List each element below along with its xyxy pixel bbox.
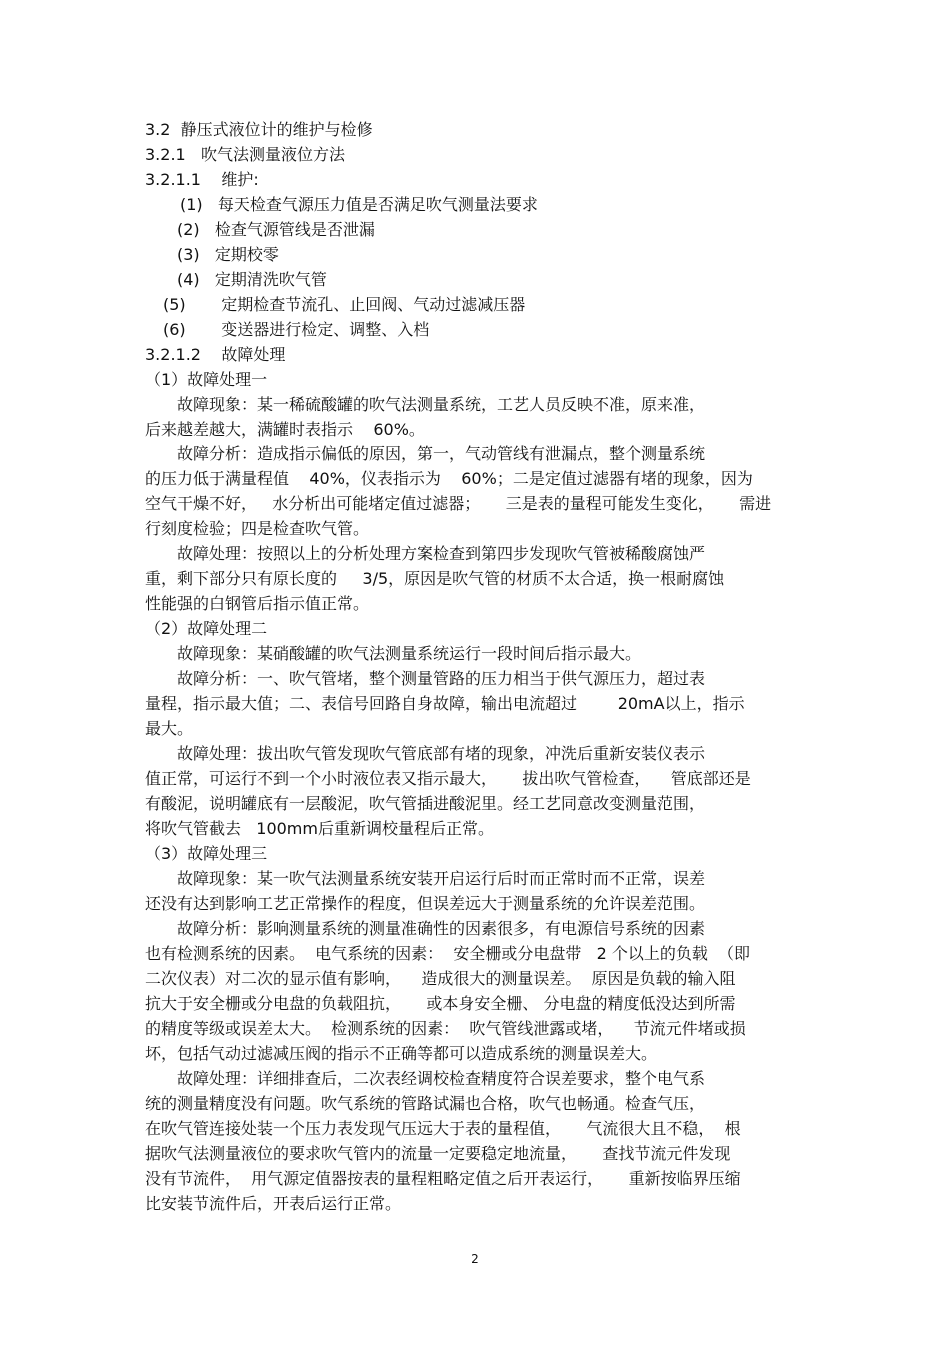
section-heading-3-2-1-2: 3.2.1.2 故障处理	[145, 345, 286, 364]
case1-line: 后来越差越大，满罐时表指示 60%。	[145, 420, 425, 439]
case3-title: （3）故障处理三	[145, 844, 268, 863]
maintenance-item-3: (3) 定期校零	[177, 245, 279, 264]
case3-line: 坏，包括气动过滤减压阀的指示不正确等都可以造成系统的测量误差大。	[145, 1044, 658, 1063]
case3-line: 在吹气管连接处装一个压力表发现气压远大于表的量程值， 气流很大且不稳， 根	[145, 1119, 741, 1138]
case3-line: 的精度等级或误差太大。 检测系统的因素： 吹气管线泄露或堵， 节流元件堵或损	[145, 1019, 746, 1038]
case1-line: 性能强的白钢管后指示值正常。	[145, 594, 370, 613]
case2-line: 量程，指示最大值；二、表信号回路自身故障，输出电流超过 20mA以上，指示	[145, 694, 745, 713]
case3-line: 抗大于安全栅或分电盘的负载阻抗， 或本身安全栅、 分电盘的精度低没达到所需	[145, 994, 736, 1013]
case2-line: 故障处理：拔出吹气管发现吹气管底部有堵的现象，冲洗后重新安装仪表示	[177, 744, 706, 763]
case2-line: 最大。	[145, 719, 194, 738]
case2-line: 有酸泥，说明罐底有一层酸泥，吹气管插进酸泥里。经工艺同意改变测量范围，	[145, 794, 706, 813]
case1-line: 故障分析：造成指示偏低的原因，第一，气动管线有泄漏点，整个测量系统	[177, 444, 706, 463]
case1-line: 故障处理：按照以上的分析处理方案检查到第四步发现吹气管被稀酸腐蚀严	[177, 544, 706, 563]
case3-line: 还没有达到影响工艺正常操作的程度，但误差远大于测量系统的允许误差范围。	[145, 894, 706, 913]
case2-line: 值正常，可运行不到一个小时液位表又指示最大， 拔出吹气管检查， 管底部还是	[145, 769, 751, 788]
section-heading-3-2-1-1: 3.2.1.1 维护:	[145, 170, 259, 189]
case2-line: 故障现象：某硝酸罐的吹气法测量系统运行一段时间后指示最大。	[177, 644, 642, 663]
case3-line: 故障现象：某一吹气法测量系统安装开启运行后时而正常时而不正常，误差	[177, 869, 706, 888]
case1-line: 行刻度检验；四是检查吹气管。	[145, 519, 370, 538]
case3-line: 二次仪表）对二次的显示值有影响， 造成很大的测量误差。 原因是负载的输入阻	[145, 969, 736, 988]
case1-line: 的压力低于满量程值 40%，仪表指示为 60%；二是定值过滤器有堵的现象，因为	[145, 469, 753, 488]
case3-line: 故障处理：详细排查后，二次表经调校检查精度符合误差要求，整个电气系	[177, 1069, 706, 1088]
case3-line: 也有检测系统的因素。 电气系统的因素： 安全栅或分电盘带 2 个以上的负载 （即	[145, 944, 751, 963]
case1-line: 故障现象：某一稀硫酸罐的吹气法测量系统，工艺人员反映不准，原来准，	[177, 395, 706, 414]
section-heading-3-2-1: 3.2.1 吹气法测量液位方法	[145, 145, 345, 164]
maintenance-item-5: (5) 定期检查节流孔、止回阀、气动过滤减压器	[163, 295, 526, 314]
section-heading-3-2: 3.2 静压式液位计的维护与检修	[145, 120, 373, 139]
maintenance-item-6: (6) 变送器进行检定、调整、入档	[163, 320, 430, 339]
case3-line: 统的测量精度没有问题。吹气系统的管路试漏也合格，吹气也畅通。检查气压，	[145, 1094, 706, 1113]
case3-line: 故障分析：影响测量系统的测量准确性的因素很多，有电源信号系统的因素	[177, 919, 706, 938]
case1-line: 空气干燥不好， 水分析出可能堵定值过滤器； 三是表的量程可能发生变化， 需进	[145, 494, 772, 513]
case2-line: 故障分析：一、吹气管堵，整个测量管路的压力相当于供气源压力，超过表	[177, 669, 706, 688]
case3-line: 比安装节流件后，开表后运行正常。	[145, 1194, 402, 1213]
maintenance-item-4: (4) 定期清洗吹气管	[177, 270, 327, 289]
page-number: 2	[471, 1252, 479, 1266]
maintenance-item-2: (2) 检查气源管线是否泄漏	[177, 220, 375, 239]
case3-line: 据吹气法测量液位的要求吹气管内的流量一定要稳定地流量， 查找节流元件发现	[145, 1144, 731, 1163]
case3-line: 没有节流件， 用气源定值器按表的量程粗略定值之后开表运行， 重新按临界压缩	[145, 1169, 741, 1188]
case1-title: （1）故障处理一	[145, 370, 268, 389]
case1-line: 重，剩下部分只有原长度的 3/5，原因是吹气管的材质不太合适，换一根耐腐蚀	[145, 569, 725, 588]
case2-title: （2）故障处理二	[145, 619, 268, 638]
maintenance-item-1: (1) 每天检查气源压力值是否满足吹气测量法要求	[180, 195, 538, 214]
case2-line: 将吹气管截去 100mm后重新调校量程后正常。	[145, 819, 494, 838]
